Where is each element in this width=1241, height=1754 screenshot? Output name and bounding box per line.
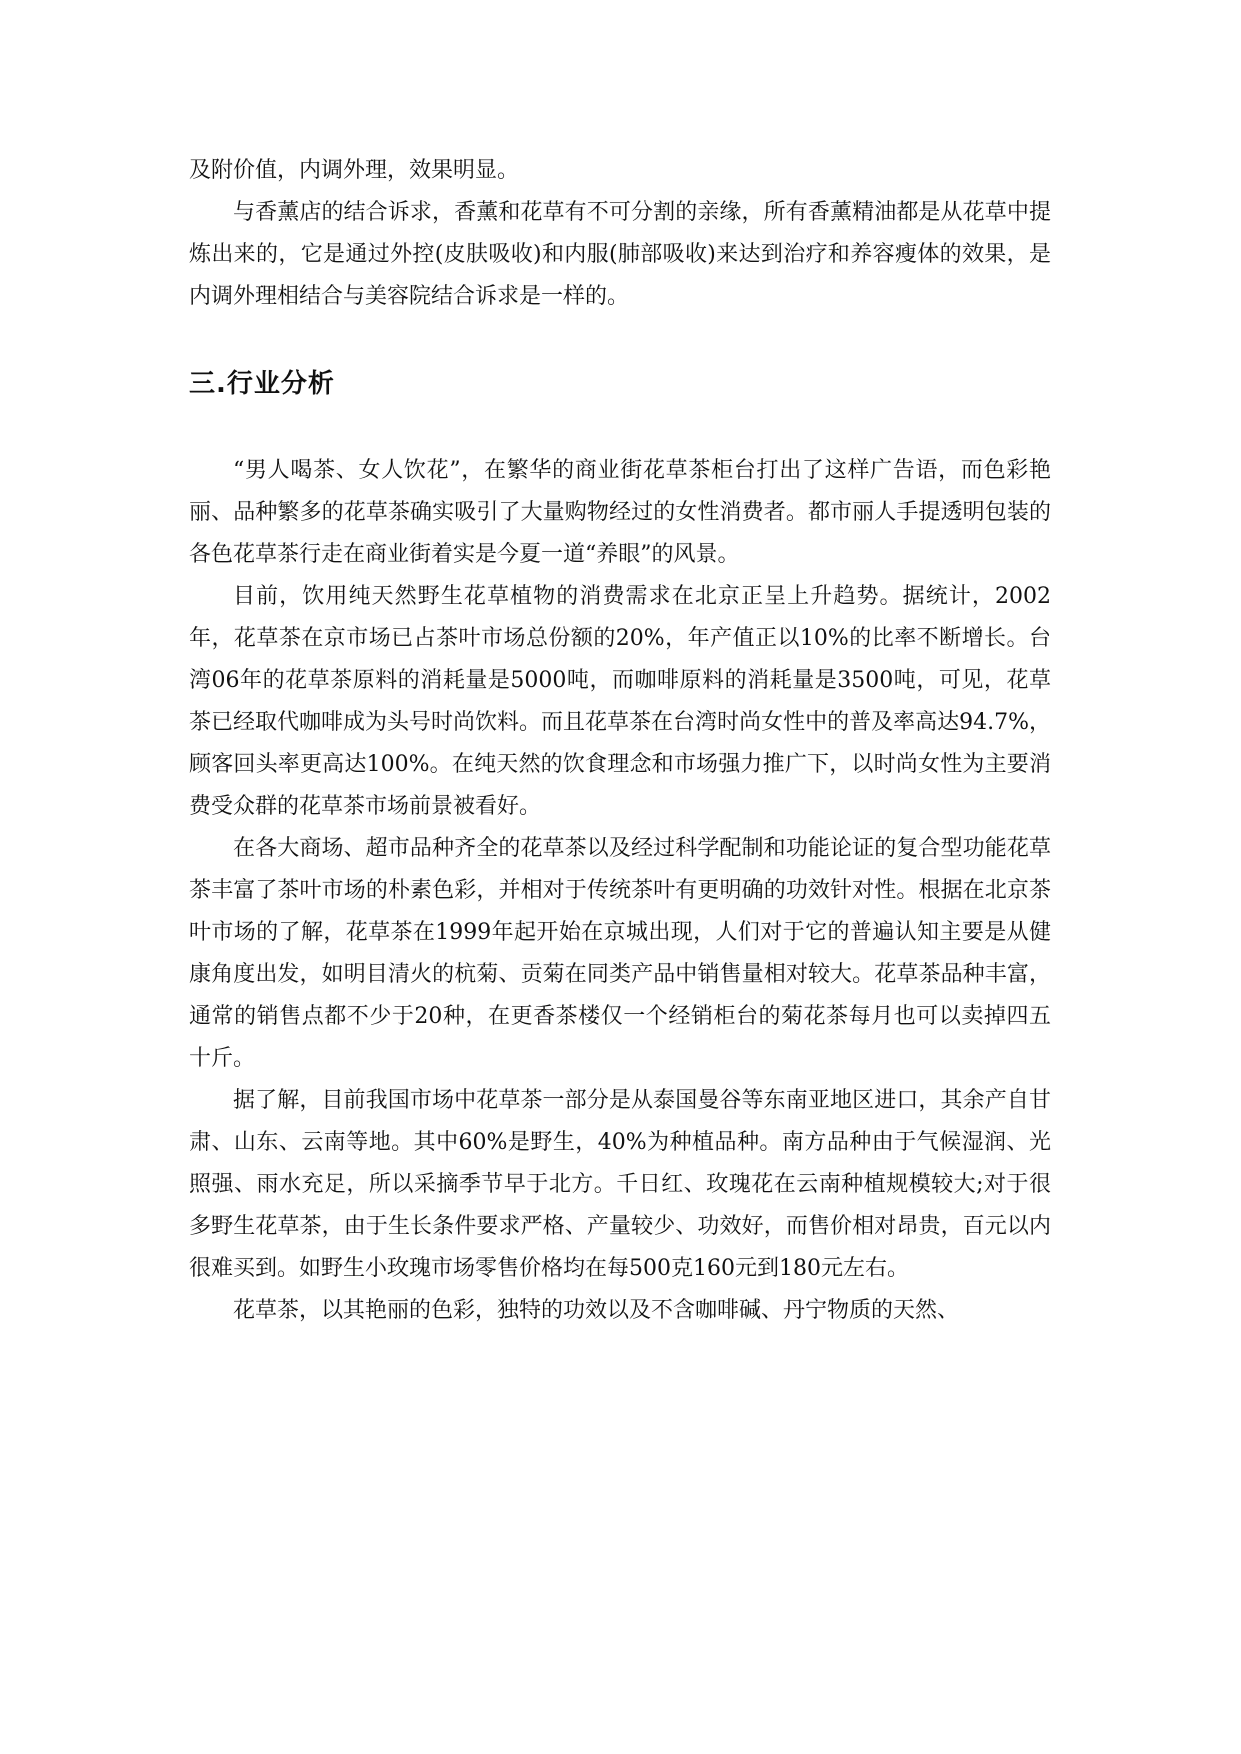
body-paragraph: 花草茶，以其艳丽的色彩，独特的功效以及不含咖啡碱、丹宁物质的天然、 <box>233 1298 960 1323</box>
section-heading: 三.行业分析 <box>189 369 335 399</box>
intro-paragraph: 与香薰店的结合诉求，香薰和花草有不可分割的亲缘，所有香薰精油都是从花草中提炼出来的，它是通过外控(皮肤吸收)和内服(肺部吸收)来达到治疗和养容瘦体的效果，是内调外理相结合与美容院结合诉求是一样的。 <box>189 200 1051 309</box>
body-paragraph: 目前，饮用纯天然野生花草植物的消费需求在北京正呈上升趋势。据统计，2002年，花草茶在京市场已占茶叶市场总份额的20%，年产值正以10%的比率不断增长。台湾06年的花草茶原料的消耗量是5000吨，而咖啡原料的消耗量是3500吨，可见，花草茶已经取代咖啡成为头号时尚饮料。而且花草茶在台湾时尚女性中的普及率高达94.7%，顾客回头率更高达100%。在纯天然的饮食理念和市场强力推广下，以时尚女性为主要消费受众群的花草茶市场前景被看好。 <box>189 584 1051 819</box>
continuation-paragraph: 及附价值，内调外理，效果明显。 <box>189 158 520 183</box>
body-paragraph: 在各大商场、超市品种齐全的花草茶以及经过科学配制和功能论证的复合型功能花草茶丰富了茶叶市场的朴素色彩，并相对于传统茶叶有更明确的功效针对性。根据在北京茶叶市场的了解，花草茶在1999年起开始在京城出现，人们对于它的普遍认知主要是从健康角度出发，如明目清火的杭菊、贡菊在同类产品中销售量相对较大。花草茶品种丰富，通常的销售点都不少于20种，在更香茶楼仅一个经销柜台的菊花茶每月也可以卖掉四五十斤。 <box>189 836 1051 1071</box>
body-paragraph: “男人喝茶、女人饮花”，在繁华的商业街花草茶柜台打出了这样广告语，而色彩艳丽、品种繁多的花草茶确实吸引了大量购物经过的女性消费者。都市丽人手提透明包装的各色花草茶行走在商业街着实是今夏一道“养眼”的风景。 <box>189 458 1051 567</box>
document-page <box>189 150 1051 1332</box>
section-body <box>189 450 1051 1332</box>
body-paragraph: 据了解，目前我国市场中花草茶一部分是从泰国曼谷等东南亚地区进口，其余产自甘肃、山东、云南等地。其中60%是野生，40%为种植品种。南方品种由于气候湿润、光照强、雨水充足，所以采摘季节早于北方。千日红、玫瑰花在云南种植规模较大;对于很多野生花草茶，由于生长条件要求严格、产量较少、功效好，而售价相对昂贵，百元以内很难买到。如野生小玫瑰市场零售价格均在每500克160元到180元左右。 <box>189 1088 1051 1281</box>
